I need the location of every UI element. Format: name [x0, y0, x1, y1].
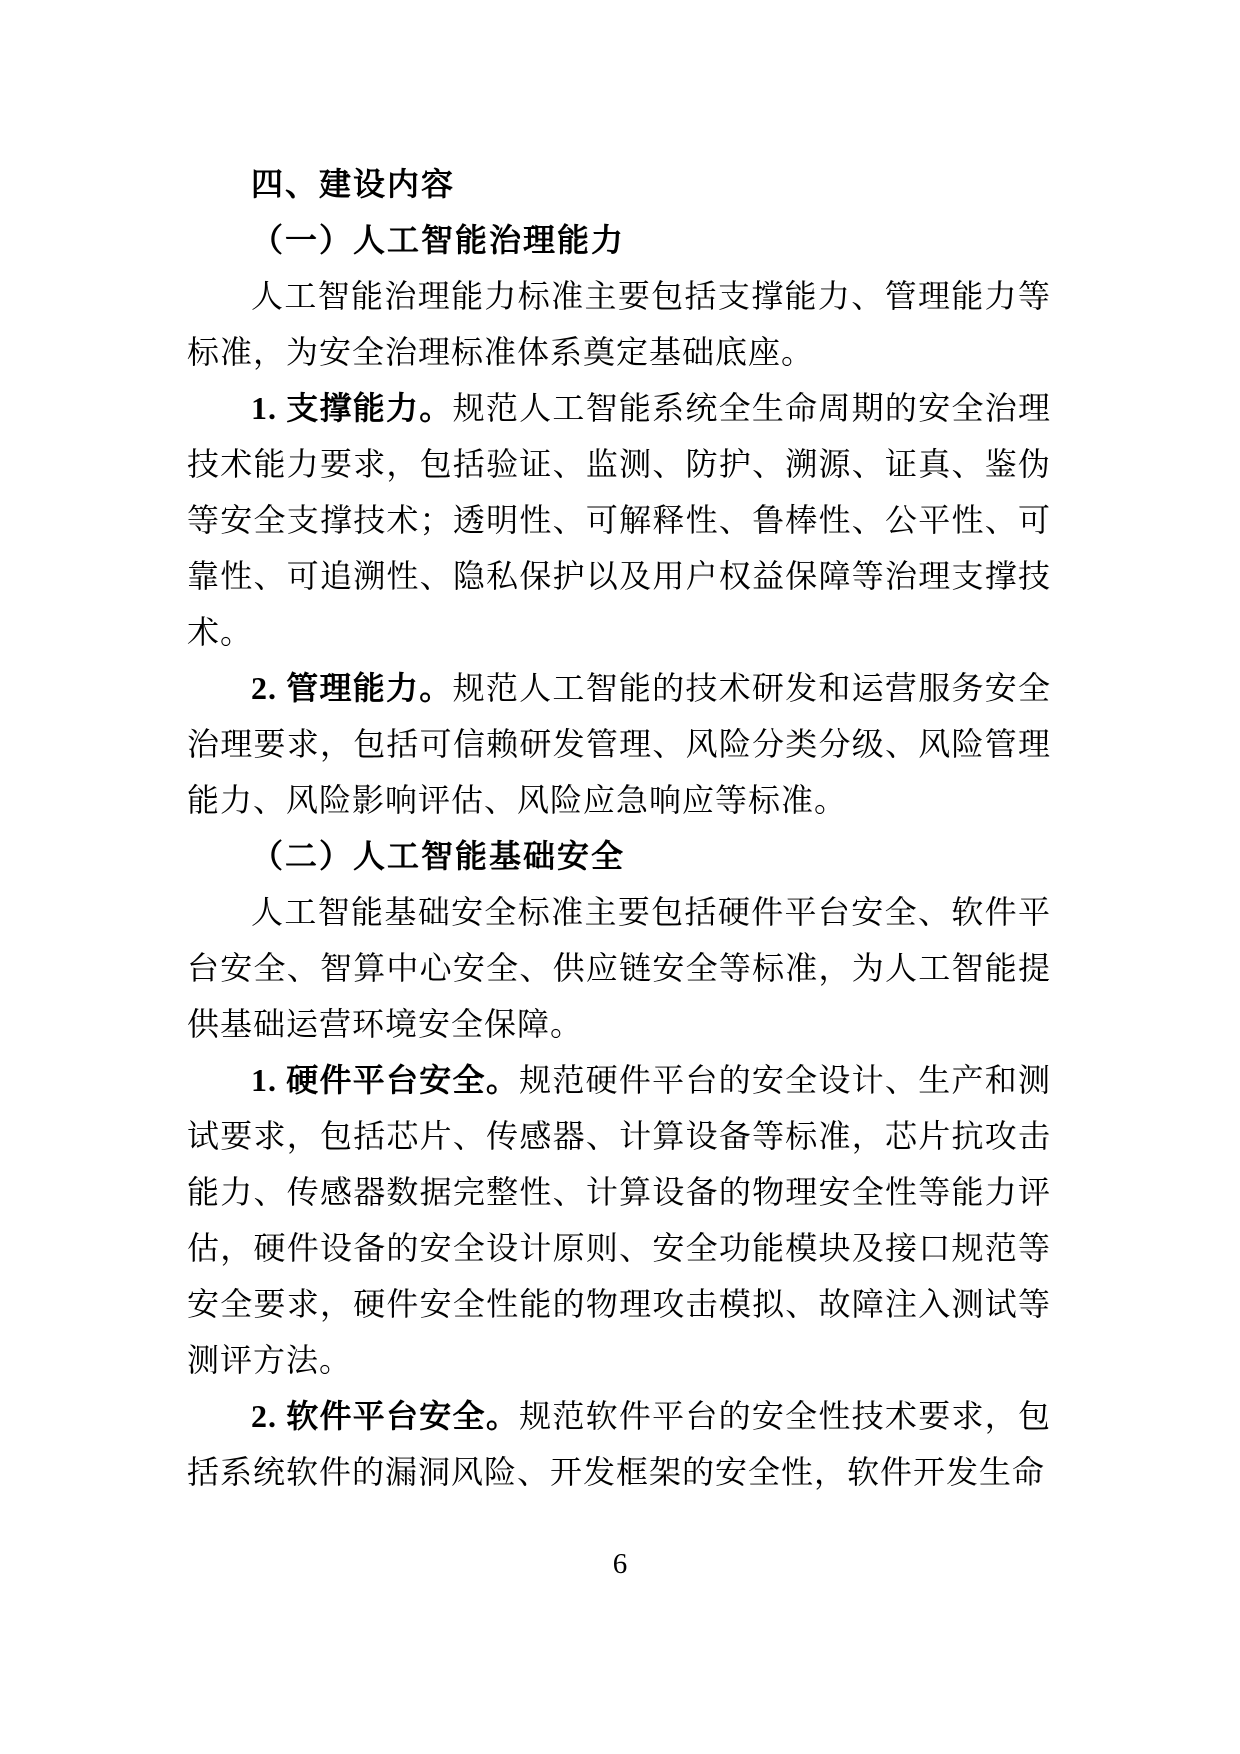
section-2-heading: （二）人工智能基础安全: [251, 838, 626, 874]
section-2-item-2-paragraph: [187, 1388, 1051, 1500]
section-1-item-2-paragraph: [187, 660, 1051, 828]
item-lead: 2. 管理能力。: [251, 670, 453, 706]
item-text: 规范软件平台的安全性技术要求，包括系统软件的漏洞风险、开发框架的安全性，软件开发生命: [187, 1398, 1051, 1490]
page-number: 6: [612, 1548, 628, 1580]
item-text: 规范人工智能的技术研发和运营服务安全治理要求，包括可信赖研发管理、风险分类分级、风险管理能力、风险影响评估、风险应急响应等标准。: [187, 670, 1051, 818]
item-text: 规范人工智能系统全生命周期的安全治理技术能力要求，包括验证、监测、防护、溯源、证真、鉴伪等安全支撑技术；透明性、可解释性、鲁棒性、公平性、可靠性、可追溯性、隐私保护以及用户权益保障等治理支撑技术。: [187, 390, 1051, 650]
section-2-item-1-paragraph: [187, 1052, 1051, 1388]
section-1-heading: （一）人工智能治理能力: [251, 222, 626, 258]
item-lead: 2. 软件平台安全。: [251, 1398, 520, 1434]
document-content: [187, 156, 1051, 1500]
item-lead: 1. 硬件平台安全。: [251, 1062, 520, 1098]
item-lead: 1. 支撑能力。: [251, 390, 453, 426]
section-1-intro-paragraph: 人工智能治理能力标准主要包括支撑能力、管理能力等标准，为安全治理标准体系奠定基础底座。: [187, 278, 1051, 370]
item-text: 规范硬件平台的安全设计、生产和测试要求，包括芯片、传感器、计算设备等标准，芯片抗攻击能力、传感器数据完整性、计算设备的物理安全性等能力评估，硬件设备的安全设计原则、安全功能模块及接口规范等安全要求，硬件安全性能的物理攻击模拟、故障注入测试等测评方法。: [187, 1062, 1051, 1378]
main-heading: 四、建设内容: [251, 166, 456, 202]
section-1-item-1-paragraph: [187, 380, 1051, 660]
section-2-intro-paragraph: 人工智能基础安全标准主要包括硬件平台安全、软件平台安全、智算中心安全、供应链安全等标准，为人工智能提供基础运营环境安全保障。: [187, 894, 1051, 1042]
